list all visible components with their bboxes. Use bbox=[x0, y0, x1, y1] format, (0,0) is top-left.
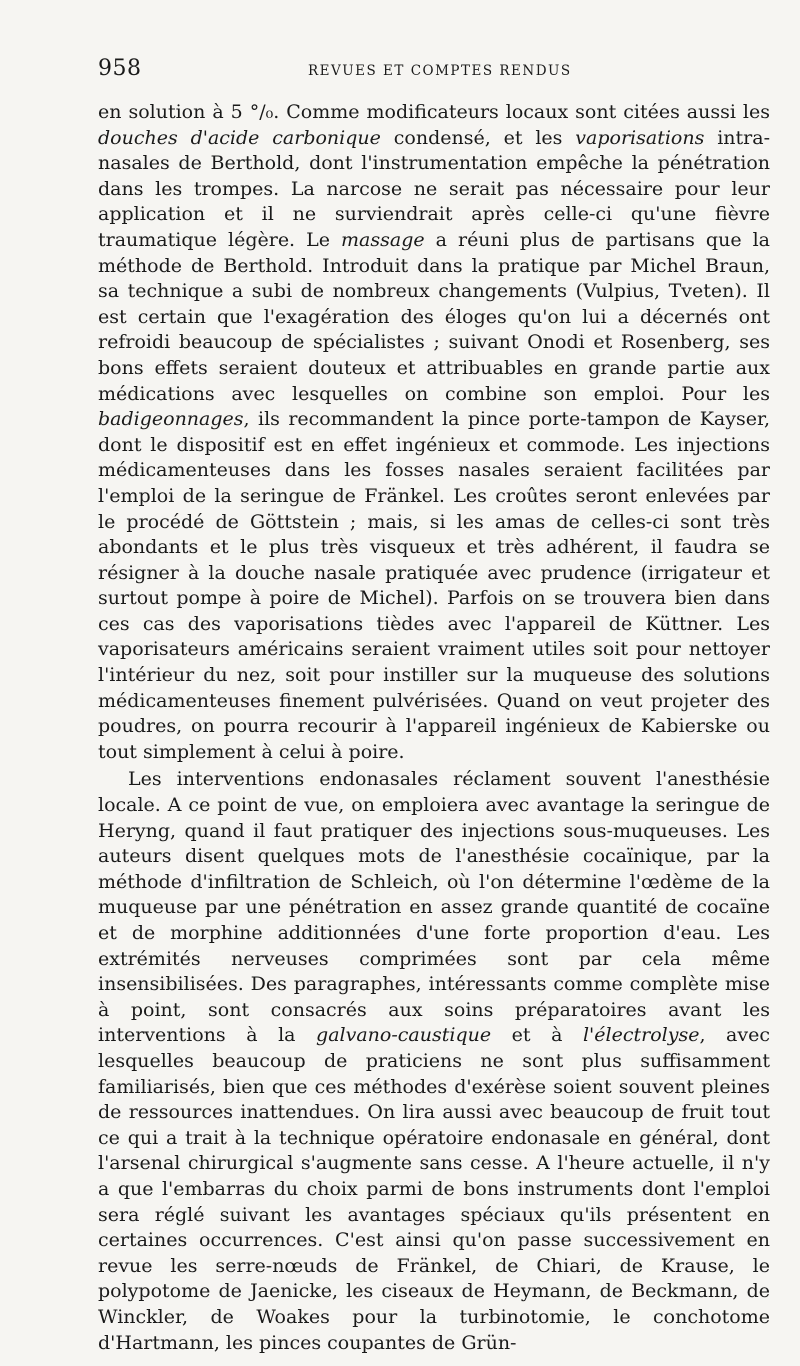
italic-term-douches: douches d'acide carbonique bbox=[98, 126, 381, 149]
article-body bbox=[98, 100, 770, 1356]
paragraph-2 bbox=[98, 767, 770, 1356]
italic-term-massage: massage bbox=[341, 228, 425, 251]
italic-term-electrolyse: l'électrolyse bbox=[582, 1024, 700, 1047]
text-run: , ils recommandent la pince porte-tampon de Kayser, dont le dispositif est en effet ingénieux et commode. Les injections médicamenteuses dans les fosses nasales seraient facilitées par l'emploi de la seringue de Fränkel. Les croûtes seront enlevées par le procédé de Göttstein ; mais, si les amas de celles-ci sont très abondants et le plus très visqueux et très adhérent, il faudra se résigner à la douche nasale pratiquée avec prudence (irrigateur et surtout pompe à poire de Michel). Parfois on se trouvera bien dans ces cas des vaporisations tièdes avec l'appareil de Küttner. Les vaporisateurs américains seraient vraiment utiles soit pour nettoyer l'intérieur du nez, soit pour instiller sur la muqueuse des solutions médicamenteuses finement pulvérisées. Quand on veut projeter des poudres, on pourra recourir à l'appareil ingénieux de Kabierske ou tout simplement à celui à poire. bbox=[98, 408, 770, 763]
text-run: Les interventions endonasales réclament souvent l'anesthésie locale. A ce point de vue, on emploiera avec avantage la seringue de Heryng, quand il faut pratiquer des injections sous-muqueuses. Les auteurs disent quelques mots de l'anesthésie cocaïnique, par la méthode d'infiltration de Schleich, où l'on détermine l'œdème de la muqueuse par une pénétration en assez grande quantité de cocaïne et de morphine additionnées d'une forte proportion d'eau. Les extrémités nerveuses comprimées sont par cela même insensibilisées. Des paragraphes, intéressants comme complète mise à point, sont consacrés aux soins préparatoires avant les interventions à la bbox=[98, 768, 770, 1047]
paragraph-1 bbox=[98, 100, 770, 765]
page-header bbox=[98, 56, 770, 96]
text-run: et à bbox=[491, 1024, 583, 1047]
text-run: intra-nasales de Berthold, dont l'instrumentation empêche la pénétration dans les trompes. La narcose ne serait pas nécessaire pour leur application et il ne surviendrait après celle-ci qu'une fièvre traumatique légère. Le bbox=[98, 126, 770, 251]
italic-term-galvano-caustique: galvano-caustique bbox=[316, 1024, 492, 1047]
italic-term-badigeonnages: badigeonnages bbox=[98, 408, 244, 431]
text-run: condensé, et les bbox=[380, 126, 576, 149]
running-title: REVUES ET COMPTES RENDUS bbox=[308, 63, 572, 79]
text-run: en solution à 5 °/₀. Comme modificateurs locaux sont citées aussi les bbox=[98, 101, 770, 123]
italic-term-vaporisations: vaporisations bbox=[575, 126, 705, 149]
text-run: , avec lesquelles beaucoup de praticiens ne sont plus suffisamment familiarisés, bien que ces méthodes d'exérèse soient souvent pleines de ressources inattendues. On lira aussi avec beaucoup de fruit tout ce qui a trait à la technique opératoire endonasale en général, dont l'arsenal chirurgical s'augmente sans cesse. A l'heure actuelle, il n'y a que l'embarras du choix parmi de bons instruments dont l'emploi sera réglé suivant les avantages spéciaux qu'ils présentent en certaines occurrences. C'est ainsi qu'on passe successivement en revue les serre-nœuds de Fränkel, de Chiari, de Krause, le polypotome de Jaenicke, les ciseaux de Heymann, de Beckmann, de Winckler, de Woakes pour la turbinotomie, le conchotome d'Hartmann, les pinces coupantes de Grün- bbox=[98, 1024, 770, 1354]
page-number: 958 bbox=[98, 56, 142, 81]
text-run: a réuni plus de partisans que la méthode de Berthold. Introduit dans la pratique par Michel Braun, sa technique a subi de nombreux changements (Vulpius, Tveten). Il est certain que l'exagération des éloges qu'on lui a décernés ont refroidi beaucoup de spécialistes ; suivant Onodi et Rosenberg, ses bons effets seraient douteux et attribuables en grande partie aux médications avec lesquelles on combine son emploi. Pour les bbox=[98, 228, 771, 405]
